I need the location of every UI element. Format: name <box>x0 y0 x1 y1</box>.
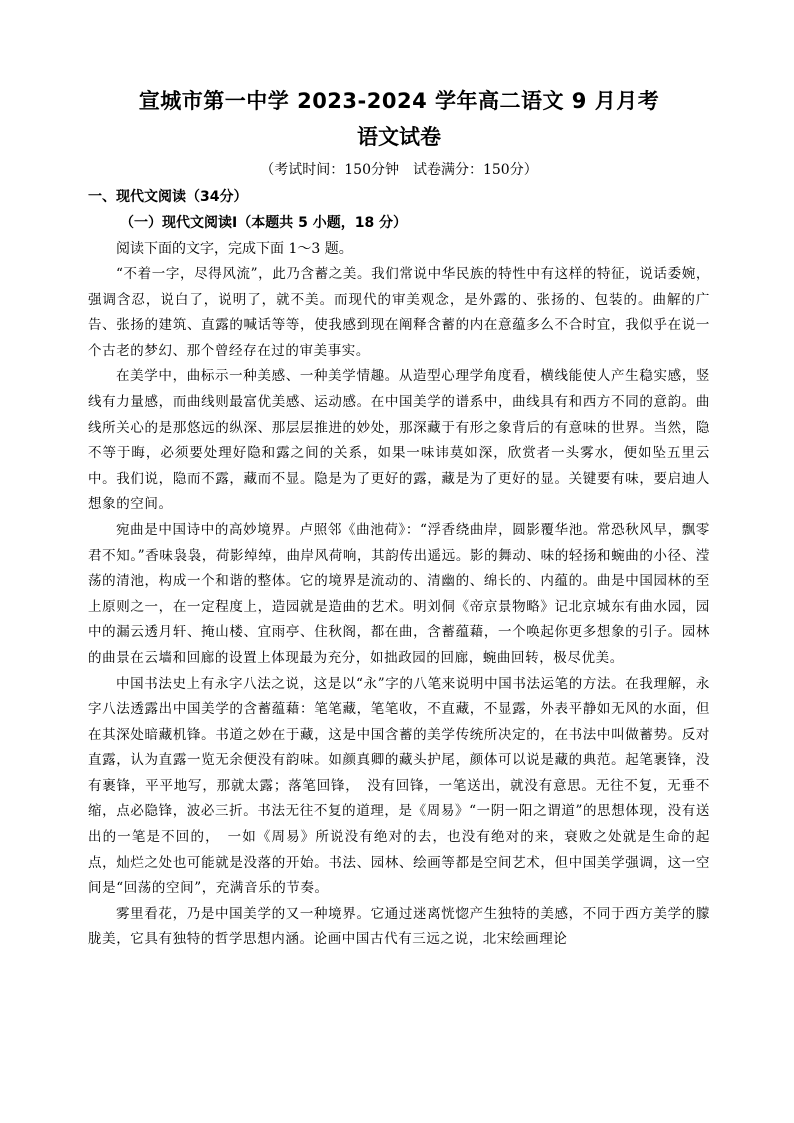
exam-title: 宣城市第一中学 2023-2024 学年高二语文 9 月月考 <box>138 89 660 113</box>
exam-subtitle: 语文试卷 <box>357 125 441 149</box>
part-heading: （一）现代文阅读Ⅰ（本题共 5 小题，18 分） <box>120 215 408 231</box>
section-heading: 一、现代文阅读（34分） <box>88 189 248 205</box>
reading-instruction: 阅读下面的文字，完成下面 1～3 题。 <box>116 241 353 257</box>
passage-paragraph: 在美学中，曲标示一种美感、一种美学情趣。从造型心理学角度看，横线能使人产生稳实感，竖线有力量感，而曲线则最富优美感、运动感。在中国美学的谱系中，曲线具有和西方不同的意韵。曲线所关心的是那悠远的纵深、那层层推进的妙处，那深藏于有形之象背后的有意味的世界。当然，隐不等于晦，必须要处理好隐和露之间的关系，如果一味讳莫如深，欣赏者一头雾水，便如坠五里云中。我们说，隐而不露，藏而不显。隐是为了更好的露，藏是为了更好的显。关键要有味，要启迪人想象的空间。 <box>88 368 710 513</box>
passage-paragraph: 雾里看花，乃是中国美学的又一种境界。它通过迷离恍惚产生独特的美感，不同于西方美学的朦胧美，它具有独特的哲学思想内涵。论画中国古代有三远之说，北宋绘画理论 <box>88 905 710 948</box>
passage-paragraph: 宛曲是中国诗中的高妙境界。卢照邻《曲池荷》：“浮香绕曲岸，圆影覆华池。常恐秋风早，飘零君不知。”香味袅袅，荷影绰绰，曲岸风荷响，其韵传出遥远。影的舞动、味的轻扬和蜿曲的小径、滢荡的清池，构成一个和谐的整体。它的境界是流动的、清幽的、绵长的、内蕴的。曲是中国园林的至上原则之一，在一定程度上，造园就是造曲的艺术。明刘侗《帝京景物略》记北京城东有曲水园，园中的漏云透月轩、掩山楼、宜雨亭、住秋阁，都在曲，含蓄蕴藉，一个唤起你更多想象的引子。园林的曲景在云墙和回廊的设置上体现最为充分，如拙政园的回廊，蜿曲回转，极尽优美。 <box>88 521 710 666</box>
exam-info: （考试时间：150分钟 试卷满分：150分） <box>260 162 538 178</box>
passage-paragraph: 中国书法史上有永字八法之说，这是以“永”字的八笔来说明中国书法运笔的方法。在我理解，永字八法透露出中国美学的含蓄蕴藉：笔笔藏，笔笔收，不直藏，不显露，外表平静如无风的水面，但在其深处暗藏机锋。书道之妙在于藏，这是中国含蓄的美学传统所决定的，在书法中叫做蓄势。反对直露，认为直露一览无余便没有韵味。如颜真卿的藏头护尾，颜体可以说是藏的典范。起笔裹锋，没有裹锋，平平地写，那就太露；落笔回锋， 没有回锋，一笔送出，就没有意思。无往不复，无垂不缩，点必隐锋，波必三折。书法无往不复的道理，是《周易》“一阴一阳之谓道”的思想体现，没有送出的一笔是不回的， 一如《周易》所说没有绝对的去，也没有绝对的来，衰败之处就是生命的起点，灿烂之处也可能就是没落的开始。书法、园林、绘画等都是空间艺术，但中国美学强调，这一空间是“回荡的空间”，充满音乐的节奏。 <box>88 675 710 897</box>
passage-paragraph: “不着一字，尽得风流”，此乃含蓄之美。我们常说中华民族的特性中有这样的特征，说话委婉，强调含忍，说白了，说明了，就不美。而现代的审美观念，是外露的、张扬的、包装的。曲解的广告、张扬的建筑、直露的喊话等等，使我感到现在阐释含蓄的内在意蕴多么不合时宜，我似乎在说一个古老的梦幻、那个曾经存在过的审美事实。 <box>88 266 710 359</box>
reading-passage <box>88 262 710 953</box>
